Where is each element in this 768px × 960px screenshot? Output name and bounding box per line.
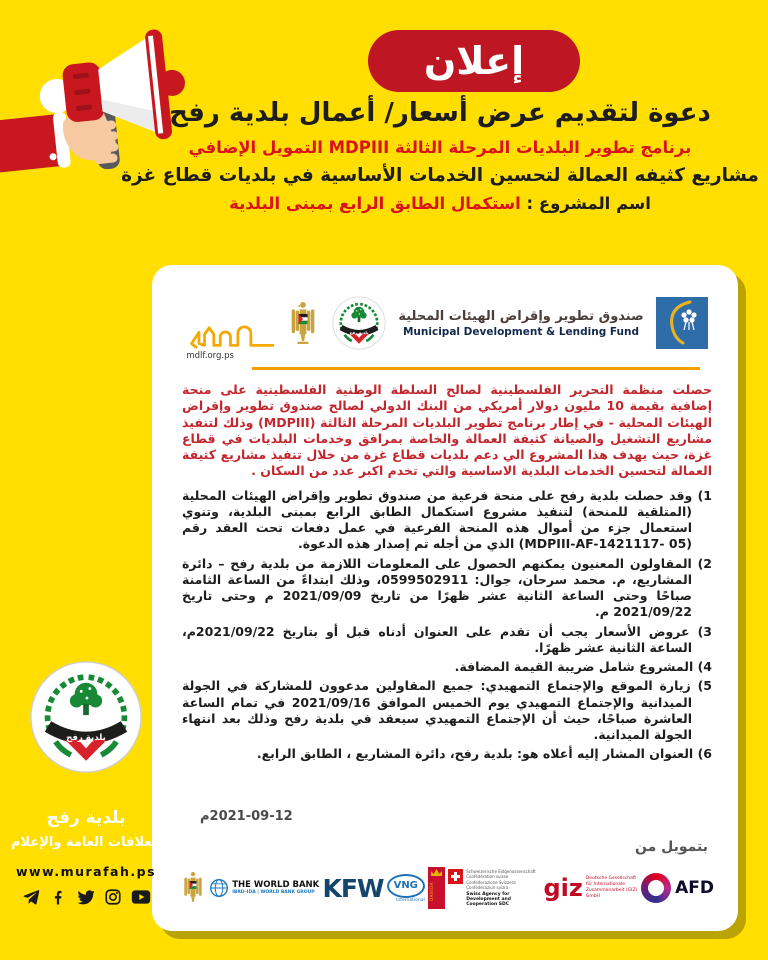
funded-by-label: بتمويل من [634,839,708,855]
issue-date: 2021-09-12م [200,809,293,824]
rafah-municipality-logo [332,296,386,350]
world-bank-subtext: IBRD–IDA | WORLD BANK GROUP [232,890,315,896]
youtube-icon[interactable] [131,889,151,905]
mdlf-site-label: mdlf.org.ps [186,351,234,361]
danida-crown-icon [431,869,442,876]
palestine-eagle-emblem-small [180,868,206,908]
intro-paragraph: حصلت منظمة التحرير الفلسطينية لصالح السلطة الوطنية الفلسطينية على منحة إضافية بقيمة 10 مليون دولار أمريكي من البنك الدولي لصالح صندوق تطوير وإقراض الهيئات المحلية - في إطار برنامج تطوير البلديات المرحلة الثالثة (MDPIII) وذلك لتنفيذ مشاريع التشغيل والصيانة كثيفة العمالة والخاصة بمرافق وخدمات البلديات في قطاع غزة، حيث يهدف هذا المشروع الي دعم بلديات قطاع غزة من خلال تنفيذ مشاريع كثيفة العمالة لتحسين الخدمات البلدية الاساسية والتي تخدم اكبر عدد من السكان . [182,382,712,479]
world-bank-wordmark: THE WORLD BANK [232,879,320,890]
afd-wordmark: AFD [675,878,714,898]
twitter-icon[interactable] [76,887,95,906]
giz-logo [543,876,637,900]
announcement-card [152,265,738,931]
kfw-logo: KFW [322,873,384,903]
project-name-value: استكمال الطابق الرابع بمبنى البلدية [229,194,521,213]
project-name-line [120,194,760,213]
swiss-sdc-logo [448,869,540,908]
rafah-municipality-logo-large [29,660,143,774]
partner-logos-row [182,281,712,365]
rafah-logo-band-text: بلدية رفح [349,329,369,335]
swiss-flag-icon [448,869,463,884]
projects-subtitle: مشاريع كثيفه العمالة لتحسين الخدمات الأساسية في بلديات قطاع غزة [121,165,759,186]
mdlf-fund-name [398,309,643,338]
sidebar [6,660,166,906]
vng-logo [387,874,425,903]
mdlf-fund-name-english: Municipal Development & Lending Fund [402,325,639,338]
world-bank-logo [209,878,319,898]
header-text [120,98,760,213]
sdc-line: Confederazione Svizzera [466,879,516,885]
world-bank-globe-icon [209,878,229,898]
list-item: 2) المقاولون المعنيون يمكنهم الحصول على المعلومات اللازمة من بلدية رفح – دائرة المشاريع، م. محمد سرحان، جوال: 0599502911، وذلك ابتداءً من الساعة الثامنة صباحًا وحتى الساعة الثانية عشر ظهرًا من تاريخ 2021/09/09 م وحتى تاريخ 2021/09/22 م. [182,555,712,620]
giz-subtext: Deutsche Gesellschaft für Internationale Zusammenarbeit (GIZ) GmbH [585,876,638,899]
vng-subtext: International [396,897,425,903]
list-item: 1) وقد حصلت بلدية رفح على منحة فرعية من صندوق تطوير وإقراض الهيئات المحلية (المتلقية للمنحة) لتنفيذ مشروع استكمال الطابق الرابع بمبنى البلدية، وتنوي استعمال جزء من أموال هذه المنحة الفرعية في عمل دفعات تحت العقد رقم (MDPIII-AF-1421117- 05) الذي من أجله تم إصدار هذه الدعوة. [182,487,712,552]
danida-flag-logo [428,867,445,909]
website-link[interactable]: www.murafah.ps [15,864,157,879]
sdc-agency-name: Swiss Agency for Development and Cooperation SDC [466,892,511,908]
department-name: العلاقات العامة والإعلام [10,835,162,850]
instagram-icon[interactable] [104,888,122,906]
palestine-eagle-emblem [286,297,320,349]
mdlf-skyline-logo [186,297,274,361]
sdc-line: Confédération suisse [466,874,509,880]
announcement-badge [368,30,580,92]
page-title: دعوة لتقديم عرض أسعار/ أعمال بلدية رفح [169,98,711,128]
funders-logos-row [180,863,714,913]
vng-wordmark: VNG [387,874,425,898]
conditions-list [182,488,712,763]
list-item: 3) عروض الأسعار يجب أن تقدم على العنوان أدناه قبل أو بتاريخ 2021/09/22م، الساعة الثانية عشر ظهرًا. [182,623,712,655]
list-item: 5) زيارة الموقع والإجتماع التمهيدي: جميع المقاولين مدعوون للمشاركة في الجولة الميدانية والإجتماع التمهيدي يوم الخميس الموافق 2021/09/16 في تمام الساعة العاشرة صباحًا، حيث أن الإجتماع التمهيدي سيعقد في بلدية رفح وذلك بعد انتهاء الجولة الميدانية. [182,678,712,742]
rafah-logo-band-text: بلدية رفح [66,732,106,743]
announcement-badge-label: إعلان [423,39,525,83]
telegram-icon[interactable] [22,888,40,906]
danida-wordmark: DANIDA [428,882,434,901]
municipality-name: بلدية رفح [46,808,126,828]
sdc-line: Confederaziun svizra [466,884,509,890]
program-subtitle: برنامج تطوير البلديات المرحلة الثالثة MDPIII التمويل الإضافي [188,138,692,157]
list-item: 4) المشروع شامل ضريبة القيمة المضافة. [454,659,712,674]
mdlf-fund-icon [656,297,708,349]
mdlf-fund-name-arabic: صندوق تطوير وإقراض الهيئات المحلية [398,308,644,324]
project-name-label: اسم المشروع : [526,194,651,213]
afd-logo [641,873,714,903]
list-item: 6) العنوان المشار إليه أعلاه هو: بلدية رفح، دائرة المشاريع ، الطابق الرابع. [256,746,712,762]
giz-wordmark: giz [543,874,583,902]
facebook-icon[interactable] [49,888,67,906]
social-icons-row [6,887,166,906]
afd-ring-icon [641,873,671,903]
logos-underline [252,367,700,370]
sdc-line: Schweizerische Eidgenossenschaft [466,868,536,874]
